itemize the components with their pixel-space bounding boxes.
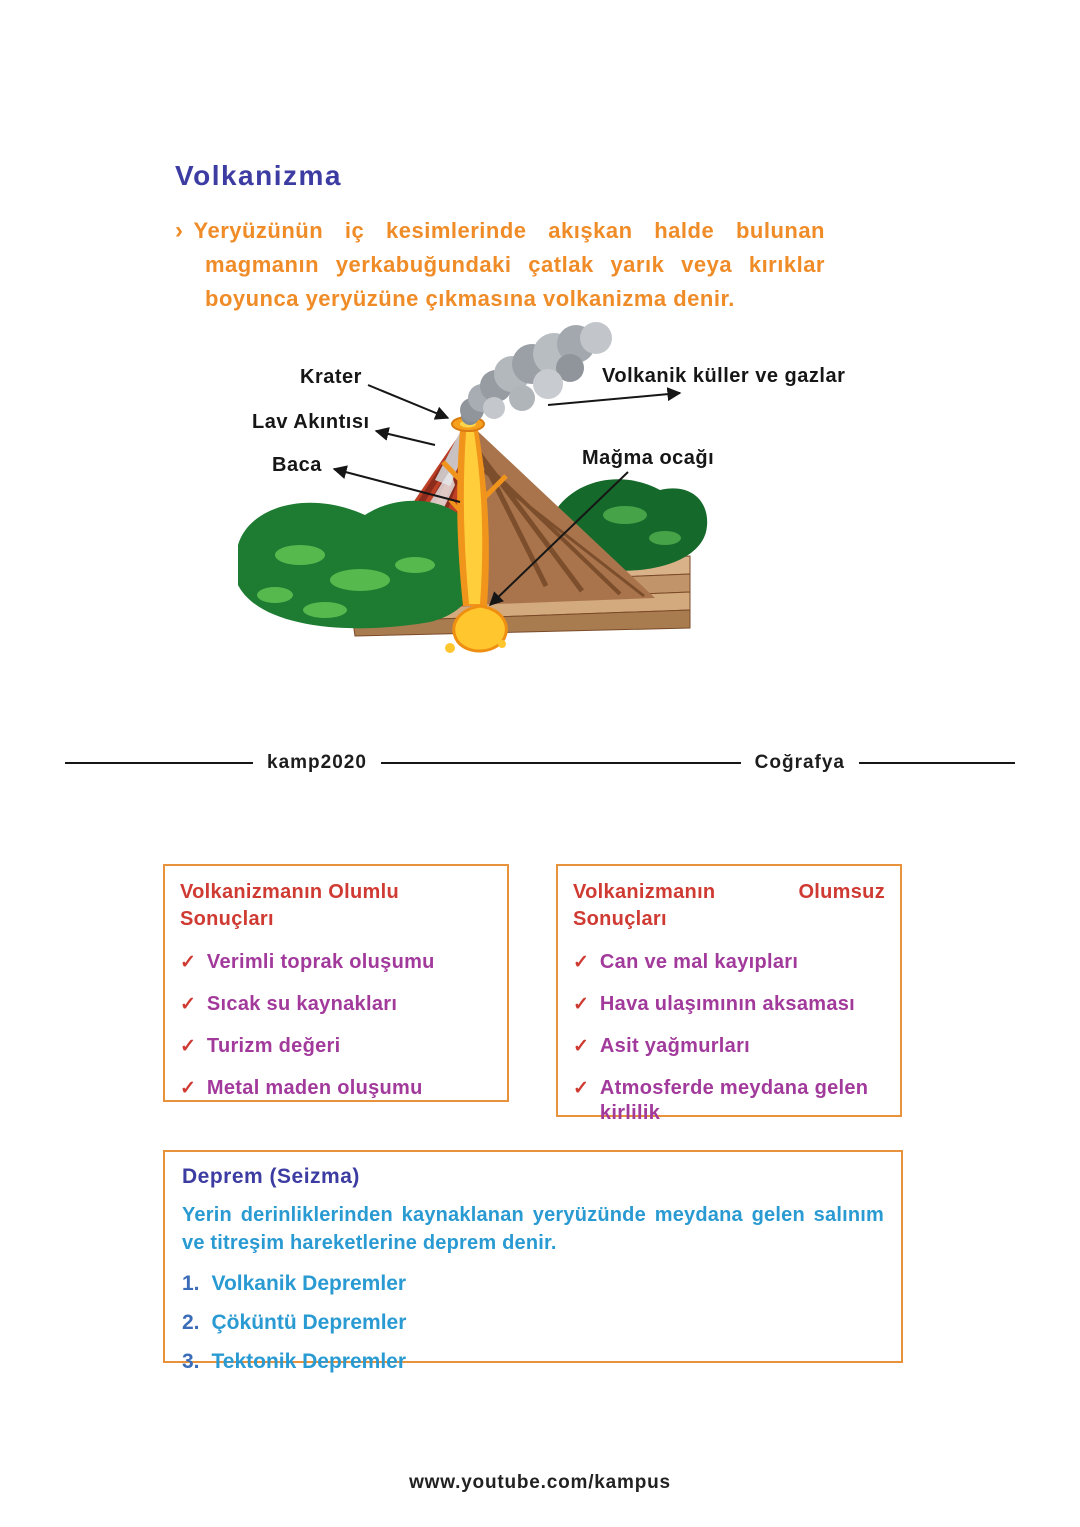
- smoke-plume: [460, 322, 612, 425]
- list-item-text: Asit yağmurları: [599, 1035, 751, 1057]
- footer-url: www.youtube.com/kampus: [409, 1472, 671, 1493]
- divider-right-label: Coğrafya: [754, 752, 845, 773]
- list-item: [182, 1311, 884, 1335]
- list-item-text: Hava ulaşımının aksaması: [599, 993, 856, 1015]
- diagram-label-baca: Baca: [272, 454, 322, 476]
- list-item-text: Volkanik Depremler: [211, 1272, 407, 1295]
- check-icon: ✓: [573, 994, 589, 1015]
- diagram-label-magma-ocagi: Mağma ocağı: [582, 447, 715, 469]
- divider-left-label: kamp2020: [267, 752, 367, 773]
- check-icon: ✓: [180, 952, 196, 973]
- negative-box-title: Volkanizmanın Olumsuz Sonuçları: [573, 881, 885, 930]
- list-item: [573, 1034, 885, 1059]
- volcano-illustration: [150, 310, 950, 660]
- diagram-label-krater: Krater: [300, 366, 362, 388]
- check-icon: ✓: [180, 1078, 196, 1099]
- intro-text: Yeryüzünün iç kesimlerinde akışkan halde bulunan magmanın yerkabuğundaki çatlak yarık veya kırıklar boyunca yeryüzüne çıkmasına volkanizma denir.: [193, 218, 825, 311]
- list-item-text: Can ve mal kayıpları: [599, 951, 799, 973]
- positive-box-title: Volkanizmanın Olumlu Sonuçları: [180, 881, 399, 930]
- check-icon: ✓: [573, 1078, 589, 1099]
- item-number: 3.: [182, 1350, 200, 1373]
- list-item: [182, 1350, 884, 1374]
- list-item-text: Metal maden oluşumu: [206, 1077, 423, 1099]
- positive-results-box: [163, 864, 509, 1102]
- page-title: Volkanizma: [175, 160, 342, 191]
- list-item: [573, 992, 885, 1017]
- item-number: 1.: [182, 1272, 200, 1295]
- deprem-box: [163, 1150, 903, 1373]
- list-item-text: Sıcak su kaynakları: [206, 993, 398, 1015]
- divider-line: [381, 762, 741, 764]
- diagram-label-volkanik-kuller: Volkanik küller ve gazlar: [602, 365, 846, 387]
- check-icon: ✓: [573, 952, 589, 973]
- diagram-label-lav-akintisi: Lav Akıntısı: [252, 411, 370, 433]
- list-item: [180, 992, 492, 1017]
- list-item: [180, 950, 492, 975]
- list-item-text: Atmosferde meydana gelen kirlilik: [599, 1077, 869, 1124]
- section-divider: [65, 752, 1015, 774]
- deprem-box-title: Deprem (Seizma): [182, 1165, 360, 1188]
- check-icon: ✓: [180, 994, 196, 1015]
- check-icon: ✓: [573, 1036, 589, 1057]
- bullet-chevron-icon: ›: [175, 217, 184, 244]
- list-item-text: Çöküntü Depremler: [211, 1311, 407, 1334]
- negative-results-box: [556, 864, 902, 1124]
- deprem-description: Yerin derinliklerinden kaynaklanan yeryüzünde meydana gelen salınım ve titreşim hareketlerine deprem denir.: [182, 1204, 884, 1254]
- list-item-text: Tektonik Depremler: [211, 1350, 407, 1373]
- list-item-text: Verimli toprak oluşumu: [206, 951, 435, 973]
- list-item: [573, 1076, 885, 1126]
- left-hill: [238, 501, 482, 629]
- item-number: 2.: [182, 1311, 200, 1334]
- list-item: [573, 950, 885, 975]
- list-item: [182, 1272, 884, 1296]
- intro-paragraph: [175, 214, 825, 316]
- list-item: [180, 1034, 492, 1059]
- divider-line: [859, 762, 1015, 764]
- check-icon: ✓: [180, 1036, 196, 1057]
- divider-line: [65, 762, 253, 764]
- list-item: [180, 1076, 492, 1101]
- list-item-text: Turizm değeri: [206, 1035, 341, 1057]
